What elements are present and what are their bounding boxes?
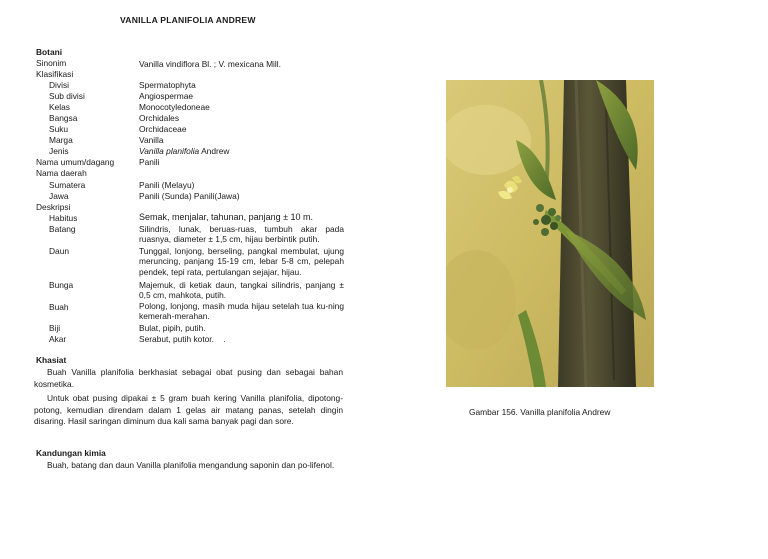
section-heading-khasiat: Khasiat [36, 355, 67, 365]
kandungan-paragraph: Buah, batang dan daun Vanilla planifolia mengandung saponin dan po-lifenol. [47, 460, 335, 470]
row-value-sinonim: Vanilla vindiflora Bl. ; V. mexicana Mill. [139, 59, 281, 69]
row-value-habitus: Semak, menjalar, tahunan, panjang ± 10 m. [139, 212, 314, 222]
khasiat-paragraph-1: Buah Vanilla planifolia berkhasiat sebagai obat pusing dan sebagai bahan kosmetika. [34, 367, 343, 389]
row-label-sumatera: Sumatera [49, 180, 86, 190]
row-label-nama-umum: Nama umum/dagang [36, 157, 115, 167]
row-label-marga: Marga [49, 135, 73, 145]
vanilla-plant-photo [446, 80, 654, 387]
row-label-divisi: Divisi [49, 80, 70, 90]
row-label-klasifikasi: Klasifikasi [36, 69, 74, 79]
row-value-buah: Polong, lonjong, masih muda hijau setelah tua ku-ning kemerah-merahan. [139, 301, 344, 322]
section-heading-botani: Botani [36, 47, 63, 57]
species-author: Andrew [199, 146, 230, 156]
row-label-bunga: Bunga [49, 280, 74, 290]
row-label-buah: Buah [49, 302, 69, 312]
row-label-habitus: Habitus [49, 213, 78, 223]
row-value-kelas: Monocotyledoneae [139, 102, 210, 112]
row-value-biji: Bulat, pipih, putih. [139, 323, 206, 333]
row-value-jenis [139, 146, 229, 157]
row-label-biji: Biji [49, 323, 61, 333]
row-value-jawa: Panili (Sunda) Panili(Jawa) [139, 191, 240, 201]
row-value-marga: Vanilla [139, 135, 164, 145]
row-value-daun: Tunggal, lonjong, berseling, pangkal membulat, ujung meruncing, panjang 15-19 cm, lebar 5-8 cm, pelepah pendek, tepi rata, pertulangan sejajar, hijau. [139, 246, 344, 277]
row-value-divisi: Spermatophyta [139, 80, 196, 90]
row-value-suku: Orchidaceae [139, 124, 187, 134]
row-label-suku: Suku [49, 124, 69, 134]
page-title: VANILLA PLANIFOLIA ANDREW [120, 15, 256, 25]
row-label-daun: Daun [49, 246, 70, 256]
row-label-kelas: Kelas [49, 102, 70, 112]
row-value-akar: Serabut, putih kotor. . [139, 334, 226, 344]
row-value-bangsa: Orchidales [139, 113, 180, 123]
row-value-nama-umum: Panili [139, 157, 160, 167]
row-value-sub-divisi: Angiospermae [139, 91, 194, 101]
row-value-bunga: Majemuk, di ketiak daun, tangkai silindris, panjang ± 0,5 cm, mahkota, putih. [139, 280, 344, 301]
row-value-batang: Silindris, lunak, beruas-ruas, tumbuh akar pada ruasnya, diameter ± 1,5 cm, hijau berbintik putih. [139, 224, 344, 245]
row-label-bangsa: Bangsa [49, 113, 78, 123]
species-name-italic: Vanilla planifolia [139, 146, 200, 156]
khasiat-paragraph-2: Untuk obat pusing dipakai ± 5 gram buah kering Vanilla planifolia, dipotong-potong, kemudian direndam dalam 1 gelas air matang panas, setelah dingin disaring. Hasil saringan diminum dua kali sama banyak pagi dan sore. [34, 393, 343, 427]
row-label-jenis: Jenis [49, 146, 69, 156]
row-label-deskripsi: Deskripsi [36, 202, 71, 212]
figure-caption: Gambar 156. Vanilla planifolia Andrew [469, 407, 611, 417]
section-heading-kandungan-kimia: Kandungan kimia [36, 448, 106, 458]
row-label-nama-daerah: Nama daerah [36, 168, 87, 178]
row-label-akar: Akar [49, 334, 67, 344]
row-label-batang: Batang [49, 224, 76, 234]
row-label-sinonim: Sinonim [36, 58, 67, 68]
row-label-jawa: Jawa [49, 191, 69, 201]
row-value-sumatera: Panili (Melayu) [139, 180, 195, 190]
row-label-sub-divisi: Sub divisi [49, 91, 85, 101]
